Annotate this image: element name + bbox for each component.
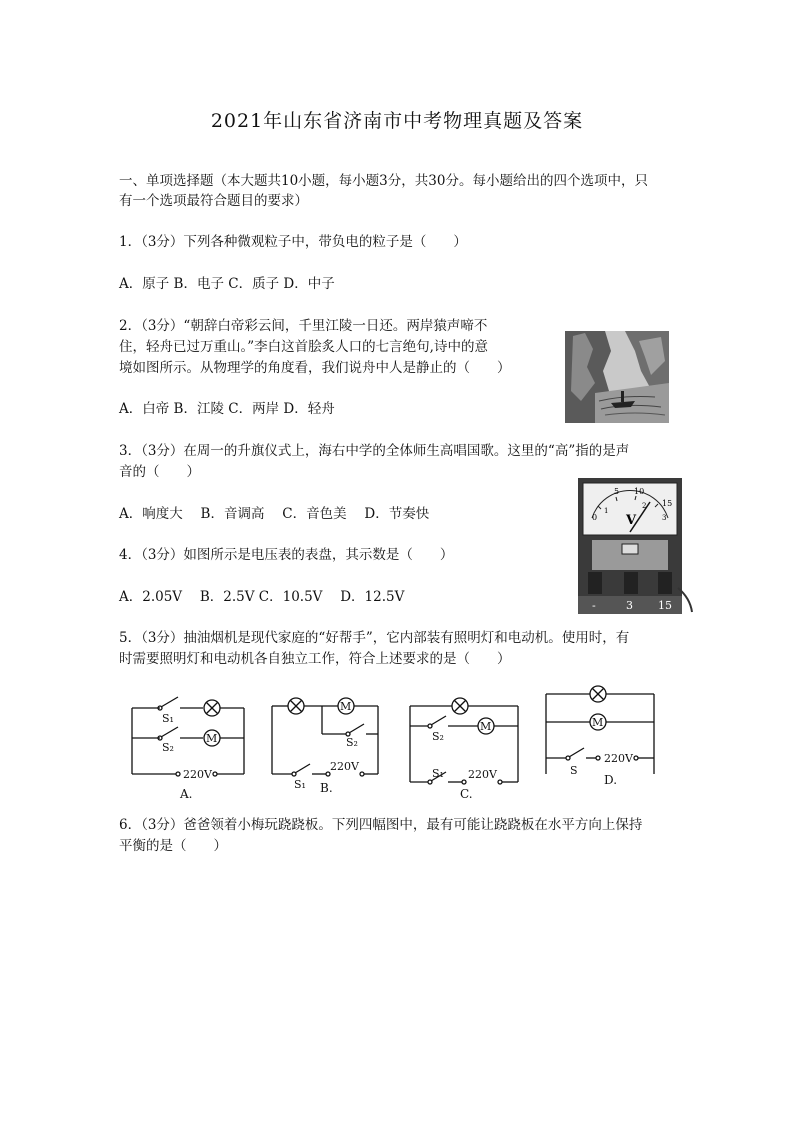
q2-line1: 2．（3分）“朝辞白帝彩云间，千里江陵一日还。两岸猿声啼不 [119,318,488,334]
motor-label-c: M [480,720,492,733]
scale-bottom-3: 3 [662,514,667,522]
circuit-a [132,697,244,776]
scale-bottom-0: 0 [592,513,598,522]
voltage-label-c: 220V [468,768,497,781]
scale-bottom-2: 2 [642,502,647,510]
q1-options: A．原子 B．电子 C．质子 D．中子 [119,276,335,292]
q4-options: A．2.05V B．2.5V C．10.5V D．12.5V [119,589,405,605]
circuit-diagrams [120,684,665,804]
q6-line2: 平衡的是（ ） [119,838,227,854]
motor-label-b: M [340,700,352,713]
voltage-label-d: 220V [604,752,633,765]
switch-label-b-s2: S₂ [346,736,358,749]
q2-line2: 住，轻舟已过万重山。”李白这首脍炙人口的七言绝句,诗中的意 [119,339,488,355]
q2-line3: 境如图所示。从物理学的角度看，我们说舟中人是静止的（ ） [119,360,511,376]
scale-top-5: 5 [614,487,620,496]
boat-landscape-image [565,331,669,423]
circuit-c [410,698,518,784]
q4-stem: 4．（3分）如图所示是电压表的表盘，其示数是（ ） [119,547,454,563]
circuit-label-c: C. [460,787,473,801]
circuit-label-a: A. [180,787,193,801]
q6-line1: 6．（3分）爸爸领着小梅玩跷跷板。下列四幅图中，最有可能让跷跷板在水平方向上保持 [119,817,643,833]
circuit-label-b: B. [320,781,333,795]
voltmeter-image [578,478,694,614]
terminal-3: 3 [626,599,633,612]
switch-label-c-s2: S₂ [432,730,444,743]
circuit-b [272,698,378,776]
q1-stem: 1．（3分）下列各种微观粒子中，带负电的粒子是（ ） [119,234,467,250]
scale-top-10: 10 [634,487,645,496]
q3-line1: 3．（3分）在周一的升旗仪式上，海右中学的全体师生高唱国歌。这里的“高”指的是声 [119,443,630,459]
motor-label-a: M [206,732,218,745]
page-title: 2021年山东省济南市中考物理真题及答案 [210,110,584,132]
section-heading-line1: 一、单项选择题（本大题共10小题，每小题3分，共30分。每小题给出的四个选项中，只 [119,173,648,189]
motor-label-d: M [592,716,604,729]
switch-label-a-s1: S₁ [162,712,174,725]
section-heading-line2: 有一个选项最符合题目的要求） [119,193,308,209]
voltage-label-a: 220V [183,768,212,781]
circuit-label-d: D. [604,773,618,787]
q2-options: A．白帝 B．江陵 C．两岸 D．轻舟 [119,401,335,417]
voltage-label-b: 220V [330,760,359,773]
switch-label-c-s1: S₁ [432,767,444,780]
q3-line2: 音的（ ） [119,464,200,480]
switch-label-b-s1: S₁ [294,778,306,791]
terminal-minus: - [592,599,596,612]
q5-line1: 5．（3分）抽油烟机是现代家庭的“好帮手”，它内部装有照明灯和电动机。使用时，有 [119,630,630,646]
circuit-d [546,686,654,774]
q3-options: A．响度大 B．音调高 C．音色美 D．节奏快 [119,506,430,522]
terminal-15: 15 [658,599,672,612]
unit-label: V [626,513,637,528]
scale-bottom-1: 1 [604,507,609,515]
switch-label-d-s: S [570,764,578,777]
q5-line2: 时需要照明灯和电动机各自独立工作，符合上述要求的是（ ） [119,651,511,667]
switch-label-a-s2: S₂ [162,741,174,754]
scale-top-15: 15 [662,499,673,508]
